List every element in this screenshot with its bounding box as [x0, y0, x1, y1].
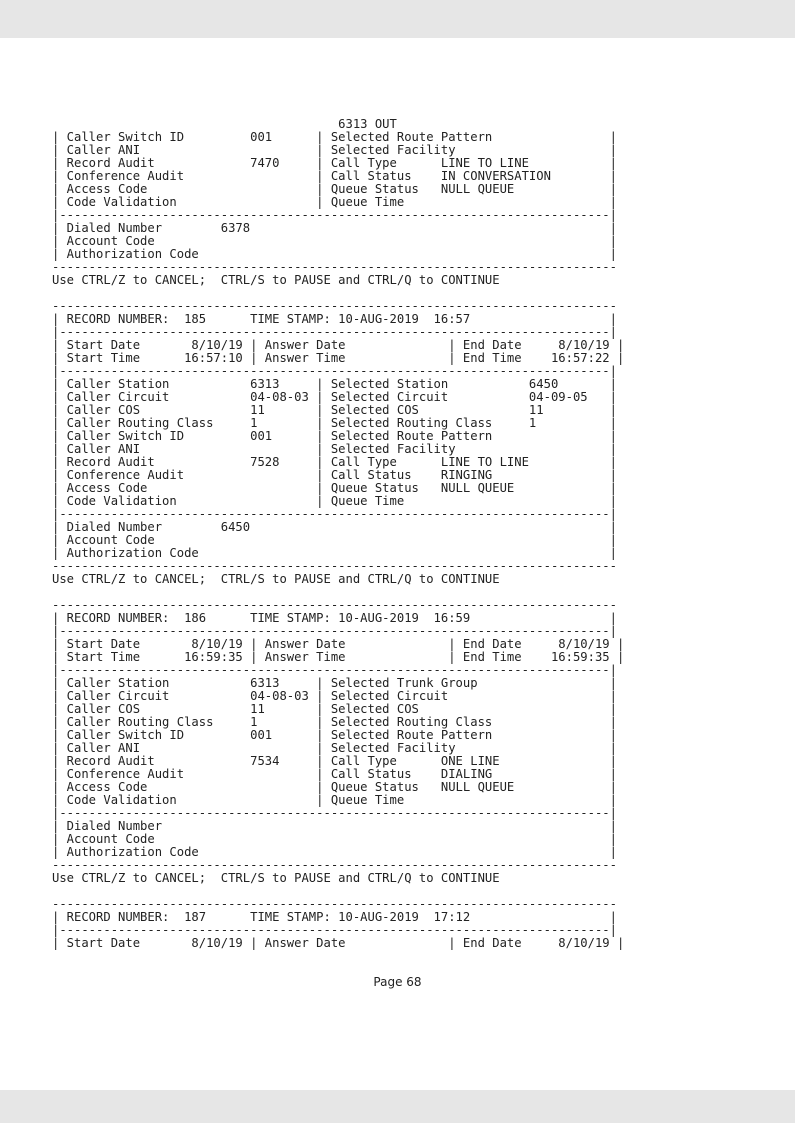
log-line: ----------------------------------------------------------------------------- [52, 598, 617, 612]
log-line: | Caller Station 6313 | Selected Trunk Group | [52, 676, 617, 690]
log-line: |---------------------------------------------------------------------------| [52, 325, 617, 339]
log-line: | Code Validation | Queue Time | [52, 793, 617, 807]
log-line: |---------------------------------------------------------------------------| [52, 507, 617, 521]
log-line: |---------------------------------------------------------------------------| [52, 806, 617, 820]
log-line: | Access Code | Queue Status NULL QUEUE | [52, 182, 617, 196]
log-line: | Caller Circuit 04-08-03 | Selected Circuit 04-09-05 | [52, 390, 617, 404]
log-line: | Caller Routing Class 1 | Selected Routing Class | [52, 715, 617, 729]
log-line: | Code Validation | Queue Time | [52, 494, 617, 508]
log-line: | Access Code | Queue Status NULL QUEUE | [52, 481, 617, 495]
log-line: | Start Date 8/10/19 | Answer Date | End Date 8/10/19 | [52, 338, 625, 352]
log-line: | Caller Switch ID 001 | Selected Route Pattern | [52, 429, 617, 443]
log-line: ----------------------------------------------------------------------------- [52, 897, 617, 911]
log-line: |---------------------------------------------------------------------------| [52, 663, 617, 677]
scan-border-top [0, 0, 795, 38]
log-line: | Conference Audit | Call Status RINGING | [52, 468, 617, 482]
page-number: Page 68 [373, 975, 422, 989]
call-record-log [52, 118, 752, 950]
log-line: | RECORD NUMBER: 187 TIME STAMP: 10-AUG-2019 17:12 | [52, 910, 617, 924]
log-line: ----------------------------------------------------------------------------- [52, 299, 617, 313]
scan-border-bottom [0, 1090, 795, 1123]
log-line: | Caller Routing Class 1 | Selected Routing Class 1 | [52, 416, 617, 430]
log-line: | Start Time 16:57:10 | Answer Time | End Time 16:57:22 | [52, 351, 625, 365]
log-line: | Start Date 8/10/19 | Answer Date | End Date 8/10/19 | [52, 637, 625, 651]
log-line: | Caller Switch ID 001 | Selected Route Pattern | [52, 130, 617, 144]
log-line: | Start Date 8/10/19 | Answer Date | End Date 8/10/19 | [52, 936, 625, 950]
log-line: | Caller ANI | Selected Facility | [52, 442, 617, 456]
log-line: | Account Code | [52, 234, 617, 248]
log-line: | Caller Circuit 04-08-03 | Selected Circuit | [52, 689, 617, 703]
log-line: | Authorization Code | [52, 546, 617, 560]
log-line: | Caller COS 11 | Selected COS | [52, 702, 617, 716]
log-line: | Dialed Number 6378 | [52, 221, 617, 235]
log-line: |---------------------------------------------------------------------------| [52, 364, 617, 378]
log-line: | Caller ANI | Selected Facility | [52, 741, 617, 755]
log-line: | Caller COS 11 | Selected COS 11 | [52, 403, 617, 417]
log-line: ----------------------------------------------------------------------------- [52, 260, 617, 274]
log-line: Use CTRL/Z to CANCEL; CTRL/S to PAUSE and CTRL/Q to CONTINUE [52, 273, 500, 287]
log-line: | Account Code | [52, 832, 617, 846]
log-line: | Start Time 16:59:35 | Answer Time | End Time 16:59:35 | [52, 650, 625, 664]
log-line: | Authorization Code | [52, 247, 617, 261]
log-line: ----------------------------------------------------------------------------- [52, 559, 617, 573]
log-line: | Conference Audit | Call Status DIALING | [52, 767, 617, 781]
terminal-log-page [52, 118, 752, 950]
log-line: | Code Validation | Queue Time | [52, 195, 617, 209]
log-line: | Authorization Code | [52, 845, 617, 859]
log-line: | RECORD NUMBER: 186 TIME STAMP: 10-AUG-2019 16:59 | [52, 611, 617, 625]
log-line: Use CTRL/Z to CANCEL; CTRL/S to PAUSE and CTRL/Q to CONTINUE [52, 572, 500, 586]
log-line: | Record Audit 7470 | Call Type LINE TO LINE | [52, 156, 617, 170]
log-line: | Dialed Number | [52, 819, 617, 833]
log-line: | Conference Audit | Call Status IN CONVERSATION | [52, 169, 617, 183]
log-line: Use CTRL/Z to CANCEL; CTRL/S to PAUSE and CTRL/Q to CONTINUE [52, 871, 500, 885]
log-line: ----------------------------------------------------------------------------- [52, 858, 617, 872]
log-line: | Caller Station 6313 | Selected Station 6450 | [52, 377, 617, 391]
log-line: | Caller ANI | Selected Facility | [52, 143, 617, 157]
log-line: |---------------------------------------------------------------------------| [52, 923, 617, 937]
log-line: | Access Code | Queue Status NULL QUEUE | [52, 780, 617, 794]
log-line: | Caller Switch ID 001 | Selected Route Pattern | [52, 728, 617, 742]
log-line: | Record Audit 7528 | Call Type LINE TO LINE | [52, 455, 617, 469]
log-line: 6313 OUT [52, 117, 397, 131]
log-line: |---------------------------------------------------------------------------| [52, 624, 617, 638]
log-line: | Account Code | [52, 533, 617, 547]
log-line: | RECORD NUMBER: 185 TIME STAMP: 10-AUG-2019 16:57 | [52, 312, 617, 326]
log-line: | Record Audit 7534 | Call Type ONE LINE | [52, 754, 617, 768]
log-line: |---------------------------------------------------------------------------| [52, 208, 617, 222]
log-line: | Dialed Number 6450 | [52, 520, 617, 534]
